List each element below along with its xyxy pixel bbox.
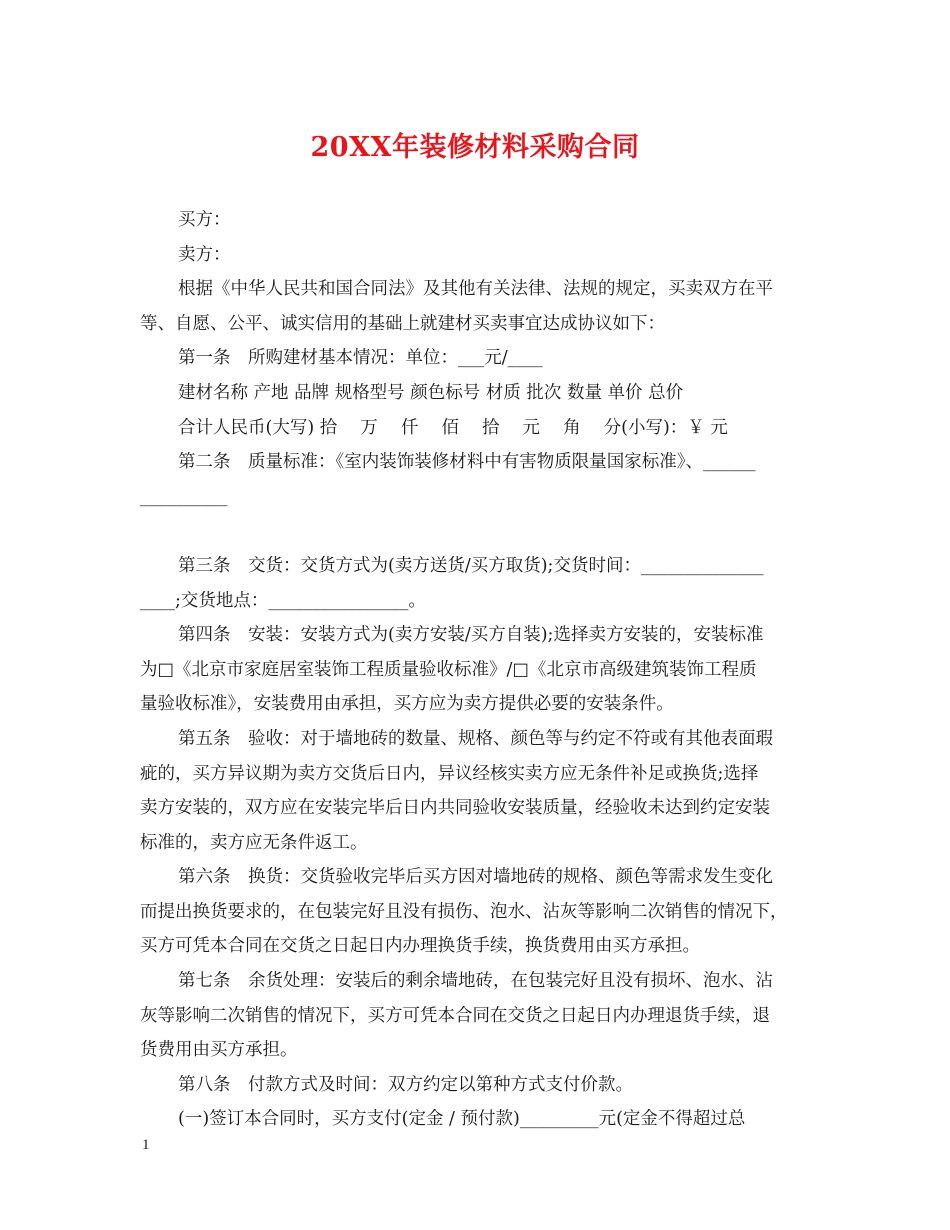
paragraph-gap [140,514,812,549]
page-number: 1 [142,1137,150,1153]
buyer-line: 买方： [178,210,231,230]
preamble-line-1: 根据《中华人民共和国合同法》及其他有关法律、法规的规定，买卖双方在平 [178,279,773,300]
seller-line: 卖方： [178,244,231,265]
article-6-line-3: 买方可凭本合同在交货之日起日内办理换货手续，换货费用由买方承担。 [140,936,700,957]
article-5-line-1: 第五条 验收：对于墙地砖的数量、规格、颜色等与约定不符或有其他表面瑕 [178,728,773,749]
article-1-total: 合计人民币(大写) 拾 万 仟 佰 拾 元 角 分(小写)：￥ 元 [178,417,728,438]
article-3-line-2: ____;交货地点：________________。 [140,590,426,611]
article-4-line-1: 第四条 安装：安装方式为(卖方安装/买方自装);选择卖方安装的，安装标准 [178,625,764,646]
article-8-line-1: 第八条 付款方式及时间：双方约定以第种方式支付价款。 [178,1074,633,1095]
article-5-line-3: 卖方安装的，双方应在安装完毕后日内共同验收安装质量，经验收未达到约定安装 [140,798,770,819]
article-8-clause-1: (一)签订本合同时，买方支付(定金 / 预付款)_________元(定金不得超过总 [178,1109,746,1130]
article-5-line-2: 疵的，买方异议期为卖方交货后日内，异议经核实卖方应无条件补足或换货;选择 [140,763,759,784]
article-2-line-2: __________ [140,486,228,507]
article-5-line-4: 标准的，卖方应无条件返工。 [140,832,368,853]
article-2-line-1: 第二条 质量标准：《室内装饰装修材料中有害物质限量国家标准》、______ [178,452,756,473]
preamble-line-2: 等、自愿、公平、诚实信用的基础上就建材买卖事宜达成协议如下： [140,313,665,334]
article-6-line-1: 第六条 换货：交货验收完毕后买方因对墙地砖的规格、颜色等需求发生变化 [178,867,773,888]
article-4-line-2: 为□《北京市家庭居室装饰工程质量验收标准》/□《北京市高级建筑装饰工程质 [140,659,757,680]
document-title: 20XX年装修材料采购合同 [310,132,640,163]
document-body [140,203,812,1137]
article-4-line-3: 量验收标准》，安装费用由承担，买方应为卖方提供必要的安装条件。 [140,694,674,715]
article-7-line-3: 货费用由买方承担。 [140,1040,298,1061]
article-1-columns: 建材名称 产地 品牌 规格型号 颜色标号 材质 批次 数量 单价 总价 [178,382,684,403]
article-1-line-1: 第一条 所购建材基本情况：单位：___元/____ [178,348,543,369]
article-7-line-2: 灰等影响二次销售的情况下，买方可凭本合同在交货之日起日内办理退货手续，退 [140,1005,770,1026]
article-7-line-1: 第七条 余货处理：安装后的剩余墙地砖，在包装完好且没有损坏、泡水、沾 [178,971,773,992]
article-6-line-2: 而提出换货要求的，在包装完好且没有损伤、泡水、沾灰等影响二次销售的情况下， [140,901,788,922]
article-3-line-1: 第三条 交货：交货方式为(卖方送货/买方取货);交货时间：______________ [178,555,764,576]
